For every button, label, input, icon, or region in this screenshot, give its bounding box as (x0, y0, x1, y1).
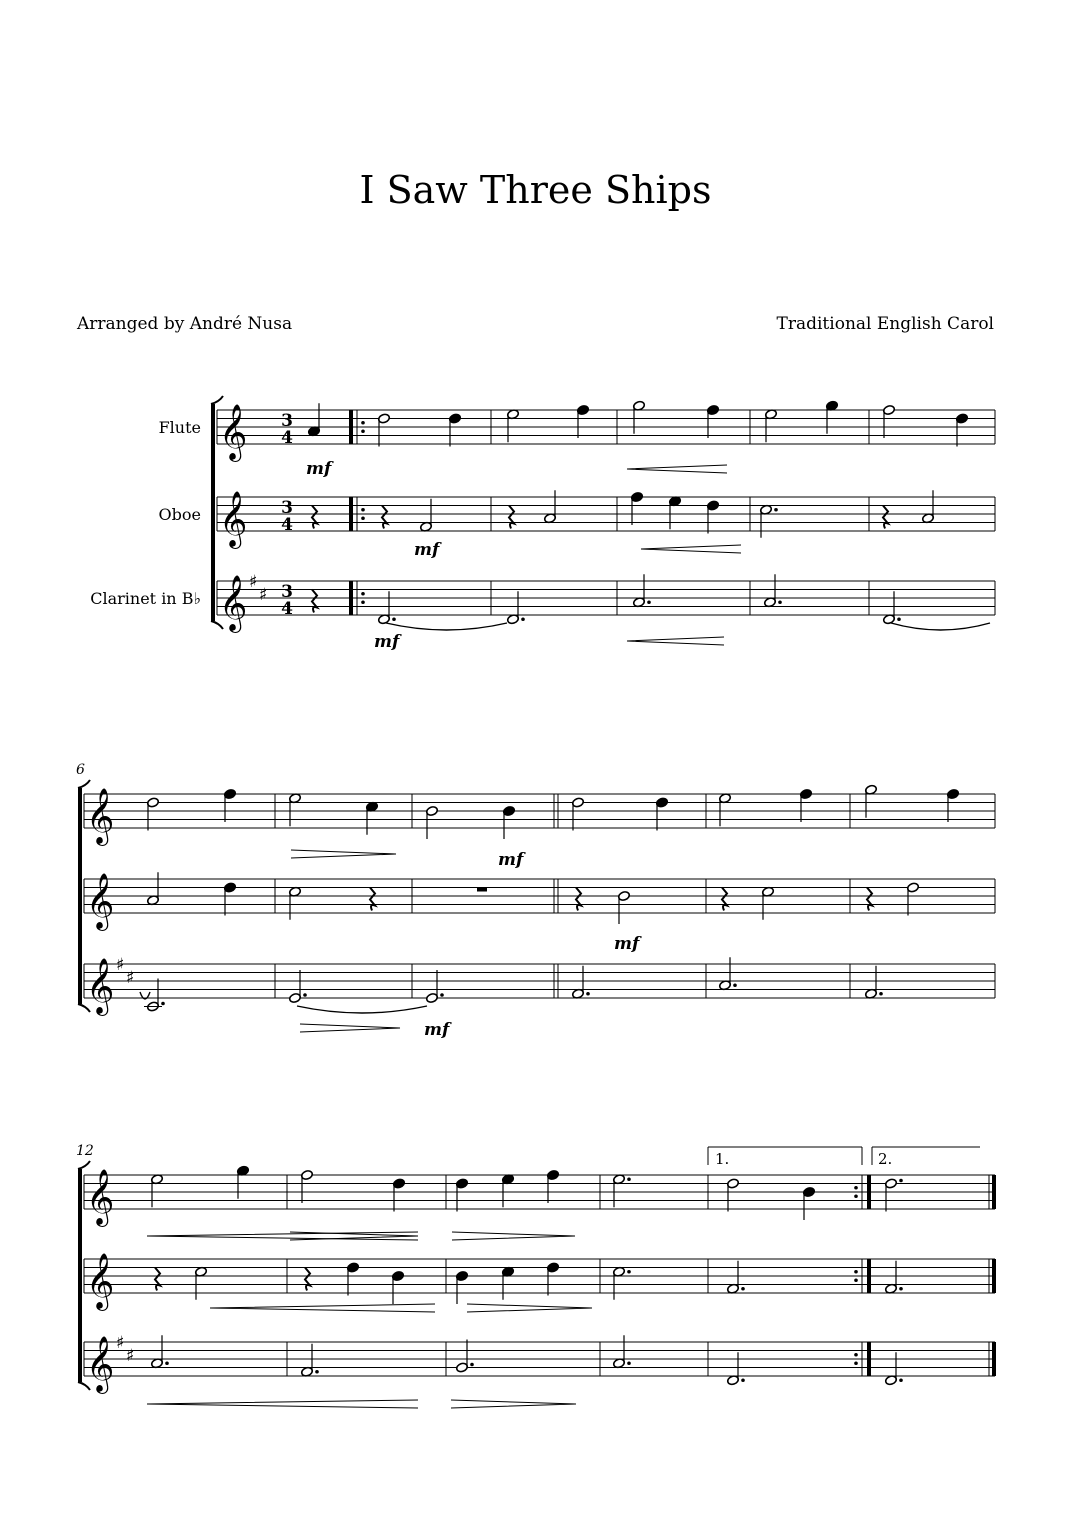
note (956, 413, 969, 447)
repeat-dot (854, 1194, 858, 1198)
note (393, 1178, 406, 1212)
note-dot (627, 1361, 631, 1365)
note (426, 805, 439, 839)
note (727, 1178, 740, 1212)
note (224, 788, 237, 822)
note (392, 1270, 405, 1304)
note (865, 966, 883, 1000)
time-signature-top: 3 (281, 582, 293, 602)
time-signature-bottom: 4 (281, 515, 293, 535)
note (507, 591, 525, 625)
sharp-icon: ♯ (126, 1345, 135, 1366)
tie-arc (386, 623, 507, 630)
note (577, 404, 590, 438)
note-dot (897, 617, 901, 621)
note (289, 793, 302, 827)
note (922, 490, 935, 524)
note (420, 499, 433, 533)
composer-credit: Traditional English Carol (776, 314, 994, 334)
decrescendo-hairpin (452, 1232, 575, 1240)
note (195, 1266, 208, 1300)
note (544, 490, 557, 524)
quarter-rest-icon (305, 1268, 310, 1291)
note (760, 504, 778, 538)
note (144, 979, 165, 1013)
sharp-icon: ♯ (249, 572, 258, 592)
note-dot (303, 993, 307, 997)
sharp-icon: ♯ (116, 1333, 125, 1353)
note (764, 574, 782, 608)
note-dot (470, 1363, 474, 1367)
crescendo-hairpin (147, 1400, 418, 1408)
note (633, 574, 651, 608)
note (885, 1261, 903, 1295)
note-dot (627, 1270, 631, 1274)
note (885, 1352, 903, 1386)
decrescendo-hairpin (291, 850, 396, 858)
note-dot (315, 1370, 319, 1374)
note (762, 886, 775, 920)
note (224, 882, 237, 916)
quarter-rest-icon (867, 888, 872, 911)
decrescendo-hairpin (451, 1400, 576, 1408)
decrescendo-hairpin (300, 1024, 400, 1032)
sharp-icon: ♯ (259, 584, 268, 605)
note (803, 1186, 816, 1220)
arranger-credit: Arranged by André Nusa (77, 314, 293, 334)
volta-label-1: 1. (715, 1150, 730, 1168)
note-dot (627, 1177, 631, 1181)
quarter-rest-icon (509, 506, 514, 529)
bracket-top-hook (78, 1161, 90, 1169)
quarter-rest-icon (312, 590, 317, 613)
note-dot (899, 1179, 903, 1183)
dynamic-marking: mf (424, 1020, 450, 1040)
note-dot (161, 1002, 165, 1006)
sharp-icon: ♯ (116, 955, 125, 975)
measure-number: 6 (76, 762, 85, 778)
sharp-icon: ♯ (126, 967, 135, 988)
note-dot (647, 600, 651, 604)
note (147, 872, 160, 906)
treble-clef-icon: 𝄞 (86, 873, 115, 929)
note (308, 403, 321, 437)
note (719, 793, 732, 827)
note (727, 1352, 745, 1386)
note (947, 788, 960, 822)
note (449, 413, 462, 447)
instrument-name: Oboe (158, 505, 201, 524)
note-dot (392, 617, 396, 621)
note (503, 805, 516, 839)
note (865, 784, 878, 818)
volta-label-2: 2. (878, 1150, 893, 1168)
note-dot (774, 508, 778, 512)
time-signature-bottom: 4 (281, 428, 293, 448)
whole-rest-icon (477, 888, 487, 892)
note (301, 1344, 319, 1378)
note-dot (521, 617, 525, 621)
note (618, 890, 631, 924)
note (572, 797, 585, 831)
quarter-rest-icon (382, 506, 387, 529)
note (301, 1169, 314, 1203)
note (727, 1261, 745, 1295)
dynamic-marking: mf (614, 934, 640, 954)
page-title: I Saw Three Ships (359, 168, 712, 212)
time-signature-bottom: 4 (281, 599, 293, 619)
repeat-dot (854, 1278, 858, 1282)
quarter-rest-icon (883, 506, 888, 529)
note (147, 797, 160, 831)
crescendo-hairpin (627, 637, 724, 645)
treble-clef-icon: 𝄞 (86, 1336, 115, 1392)
note (707, 404, 720, 438)
note (151, 1335, 169, 1369)
note (613, 1266, 631, 1300)
note (572, 966, 590, 1000)
note-dot (741, 1378, 745, 1382)
repeat-dot (361, 508, 365, 512)
dynamic-marking: mf (374, 632, 400, 652)
crescendo-hairpin (627, 465, 727, 473)
time-signature-top: 3 (281, 498, 293, 518)
quarter-rest-icon (312, 506, 317, 529)
note (378, 413, 391, 447)
repeat-dot (361, 429, 365, 433)
note (502, 1266, 515, 1300)
decrescendo-hairpin (467, 1304, 592, 1312)
quarter-rest-icon (722, 888, 727, 911)
tie-arc (891, 623, 990, 630)
note-dot (440, 993, 444, 997)
note (613, 1174, 631, 1208)
repeat-dot (854, 1361, 858, 1365)
note (366, 801, 379, 835)
instrument-name: Flute (158, 418, 201, 437)
repeat-dot (361, 421, 365, 425)
note-dot (899, 1287, 903, 1291)
repeat-dot (361, 600, 365, 604)
note-dot (741, 1287, 745, 1291)
note (826, 400, 839, 434)
quarter-rest-icon (370, 888, 375, 911)
treble-clef-icon: 𝄞 (86, 1169, 115, 1225)
note (719, 957, 737, 991)
quarter-rest-icon (155, 1268, 160, 1291)
note (669, 496, 682, 530)
note (502, 1174, 515, 1208)
note (547, 1262, 560, 1296)
crescendo-hairpin (147, 1232, 418, 1240)
note (151, 1174, 164, 1208)
note (613, 1335, 631, 1369)
dynamic-marking: mf (306, 459, 332, 479)
note (765, 409, 778, 443)
note (237, 1165, 250, 1199)
measure-number: 12 (76, 1143, 94, 1159)
tie-arc (297, 1006, 427, 1013)
repeat-dot (854, 1270, 858, 1274)
note-dot (733, 983, 737, 987)
note (378, 591, 396, 625)
note (800, 788, 813, 822)
crescendo-hairpin (210, 1304, 435, 1312)
bracket-top-hook (78, 780, 90, 788)
repeat-dot (361, 516, 365, 520)
treble-clef-icon: 𝄞 (86, 958, 115, 1014)
note-dot (586, 992, 590, 996)
treble-clef-icon: 𝄞 (219, 491, 248, 547)
note (631, 491, 644, 525)
note (456, 1270, 469, 1304)
repeat-dot (361, 592, 365, 596)
time-signature-top: 3 (281, 411, 293, 431)
repeat-dot (854, 1186, 858, 1190)
note-dot (778, 600, 782, 604)
note-dot (165, 1361, 169, 1365)
bracket-top-hook (211, 396, 223, 404)
note (907, 882, 920, 916)
note (883, 404, 896, 438)
treble-clef-icon: 𝄞 (86, 1253, 115, 1309)
treble-clef-icon: 𝄞 (219, 404, 248, 460)
note (707, 500, 720, 534)
note (883, 591, 901, 625)
dynamic-marking: mf (414, 540, 440, 560)
repeat-dot (854, 1353, 858, 1357)
dynamic-marking: mf (498, 850, 524, 870)
note (289, 886, 302, 920)
note (347, 1262, 360, 1296)
note-dot (899, 1378, 903, 1382)
crescendo-hairpin (641, 545, 741, 553)
note (633, 400, 646, 434)
note-dot (879, 992, 883, 996)
note (656, 797, 669, 831)
treble-clef-icon: 𝄞 (219, 575, 248, 631)
note (456, 1178, 469, 1212)
note (547, 1169, 560, 1203)
treble-clef-icon: 𝄞 (86, 788, 115, 844)
instrument-name: Clarinet in B♭ (90, 589, 201, 608)
quarter-rest-icon (576, 888, 581, 911)
note (507, 409, 520, 443)
